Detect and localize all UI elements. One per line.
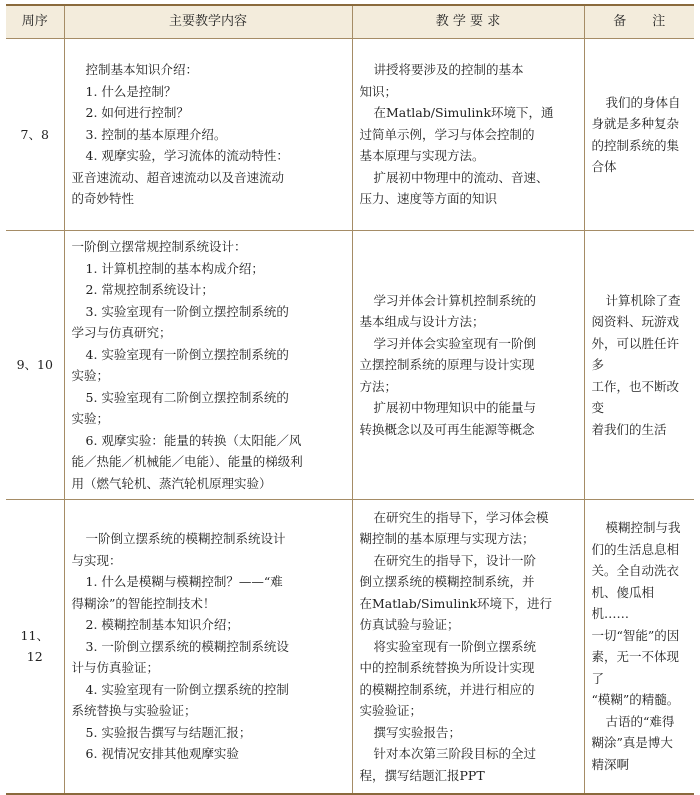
- week-cell: 9、10: [6, 231, 64, 500]
- requirement-line: 仿真试验与验证；: [359, 617, 460, 632]
- requirement-line: 将实验室现有一阶倒立摆系统: [373, 638, 537, 654]
- note-line: “模糊”的精髓。: [591, 692, 680, 708]
- requirement-line: 基本组成与设计方法；: [359, 314, 485, 330]
- content-line: 亚音速流动、超音速流动以及音速流动: [71, 169, 285, 185]
- requirement-line: 讲授将要涉及的控制的基本: [373, 62, 524, 78]
- table-row: [6, 231, 694, 500]
- requirement-line: 程，撰写结题汇报PPT: [359, 767, 485, 783]
- content-item: 4. 实验室现有一阶倒立摆系统的控制: [85, 681, 289, 697]
- note-line: 古语的“难得: [605, 713, 675, 729]
- content-item: 2. 常规控制系统设计；: [85, 282, 214, 297]
- note-line: 精深啊: [591, 756, 630, 772]
- header-content: 主要教学内容: [64, 5, 352, 39]
- content-line: 得糊涂”的智能控制技术！: [71, 595, 216, 611]
- note-line: 阅资料、玩游戏: [591, 314, 680, 330]
- note-line: 着我们的生活: [591, 421, 667, 437]
- requirements-cell: [352, 500, 584, 794]
- requirement-line: 撰写实验报告；: [373, 724, 462, 740]
- note-line: 我们的身体自: [605, 94, 681, 110]
- requirement-line: 扩展初中物理知识中的能量与: [373, 400, 537, 416]
- table-row: [6, 500, 694, 794]
- content-item: 3. 一阶倒立摆系统的模糊控制系统设: [85, 638, 289, 654]
- content-line: 能／热能／机械能／电能）、能量的梯级利: [71, 454, 303, 469]
- requirement-line: 压力、速度等方面的知识: [359, 191, 498, 207]
- content-cell: [64, 39, 352, 231]
- content-item: 5. 实验室现有二阶倒立摆控制系统的: [85, 389, 289, 405]
- content-intro: 与实现：: [71, 552, 122, 568]
- note-line: 模糊控制与我: [605, 520, 681, 536]
- notes-cell: [584, 500, 694, 794]
- content-item: 1. 计算机控制的基本构成介绍；: [85, 260, 264, 276]
- content-item: 2. 模糊控制基本知识介绍；: [85, 617, 239, 632]
- content-line: 实验；: [71, 411, 110, 426]
- requirement-line: 学习并体会计算机控制系统的: [373, 292, 537, 308]
- content-line: 的奇妙特性: [71, 191, 135, 207]
- content-item: 4. 实验室现有一阶倒立摆控制系统的: [85, 346, 289, 362]
- requirement-line: 学习并体会实验室现有一阶倒: [373, 335, 537, 351]
- content-line: 学习与仿真研究；: [71, 325, 172, 340]
- note-line: 素，无一不体现了: [591, 649, 680, 686]
- requirement-line: 中的控制系统替换为所设计实现: [359, 660, 535, 675]
- content-line: 系统替换与实验验证；: [71, 703, 197, 718]
- content-item: 2. 如何进行控制？: [85, 105, 189, 121]
- requirements-cell: [352, 39, 584, 231]
- content-item: 6. 观摩实验：能量的转换（太阳能／风: [85, 432, 302, 448]
- note-line: 机、傻瓜相机……: [591, 584, 655, 622]
- content-item: 3. 控制的基本原理介绍。: [85, 126, 227, 142]
- header-notes: 备 注: [584, 5, 694, 39]
- requirement-line: 倒立摆系统的模糊控制系统，并: [359, 574, 535, 589]
- content-line: 计与仿真验证；: [71, 660, 160, 675]
- content-line: 用（燃气轮机、蒸汽轮机原理实验）: [71, 475, 272, 491]
- requirement-line: 方法；: [359, 378, 398, 394]
- requirement-line: 在Matlab/Simulink环境下，进行: [359, 595, 553, 611]
- requirement-line: 基本原理与实现方法。: [359, 148, 485, 164]
- requirement-line: 针对本次第三阶段目标的全过: [373, 746, 537, 761]
- content-intro: 一阶倒立摆常规控制系统设计：: [71, 239, 247, 254]
- note-line: 计算机除了查: [605, 292, 681, 308]
- content-item: 1. 什么是控制？: [85, 83, 177, 99]
- requirement-line: 糊控制的基本原理与实现方法；: [359, 531, 535, 546]
- note-line: 一切“智能”的因: [591, 627, 680, 643]
- content-item: 1. 什么是模糊与模糊控制？——“难: [85, 574, 283, 589]
- requirement-line: 转换概念以及可再生能源等概念: [359, 421, 535, 437]
- content-item: 6. 视情况安排其他观摩实验: [85, 746, 239, 761]
- content-item: 4. 观摩实验，学习流体的流动特性：: [85, 148, 289, 164]
- notes-cell: [584, 39, 694, 231]
- header-row: [6, 5, 694, 39]
- table-row: [6, 39, 694, 231]
- content-cell: [64, 500, 352, 794]
- requirement-line: 扩展初中物理中的流动、音速、: [373, 169, 549, 185]
- requirements-cell: [352, 231, 584, 500]
- note-line: 外，可以胜任许多: [591, 335, 680, 373]
- header-requirements: 教 学 要 求: [352, 5, 584, 39]
- note-line: 工作，也不断改变: [591, 378, 680, 416]
- header-week: 周序: [6, 5, 64, 39]
- week-cell: 7、8: [6, 39, 64, 231]
- requirement-line: 过简单示例，学习与体会控制的: [359, 126, 535, 142]
- content-intro: 控制基本知识介绍：: [85, 62, 199, 78]
- notes-cell: [584, 231, 694, 500]
- content-cell: [64, 231, 352, 500]
- content-intro: 一阶倒立摆系统的模糊控制系统设计: [85, 531, 286, 546]
- requirement-line: 实验验证；: [359, 703, 423, 718]
- course-schedule-table: [6, 4, 694, 795]
- note-line: 合体: [591, 159, 617, 174]
- requirement-line: 知识；: [359, 83, 398, 99]
- requirement-line: 立摆控制系统的原理与设计实现: [359, 357, 535, 373]
- note-line: 的控制系统的集: [591, 137, 680, 153]
- requirement-line: 在Matlab/Simulink环境下，通: [373, 105, 554, 121]
- requirement-line: 在研究生的指导下，学习体会模: [373, 509, 549, 525]
- content-item: 5. 实验报告撰写与结题汇报；: [85, 724, 252, 740]
- content-line: 实验；: [71, 368, 110, 383]
- requirement-line: 的模糊控制系统，并进行相应的: [359, 681, 535, 697]
- note-line: 身就是多种复杂: [591, 116, 680, 131]
- requirement-line: 在研究生的指导下，设计一阶: [373, 552, 537, 568]
- content-item: 3. 实验室现有一阶倒立摆控制系统的: [85, 303, 289, 319]
- note-line: 关。全自动洗衣: [591, 563, 680, 579]
- note-line: 们的生活息息相: [591, 541, 680, 557]
- note-line: 糊涂”真是博大: [591, 735, 673, 751]
- week-cell: 11、12: [6, 500, 64, 794]
